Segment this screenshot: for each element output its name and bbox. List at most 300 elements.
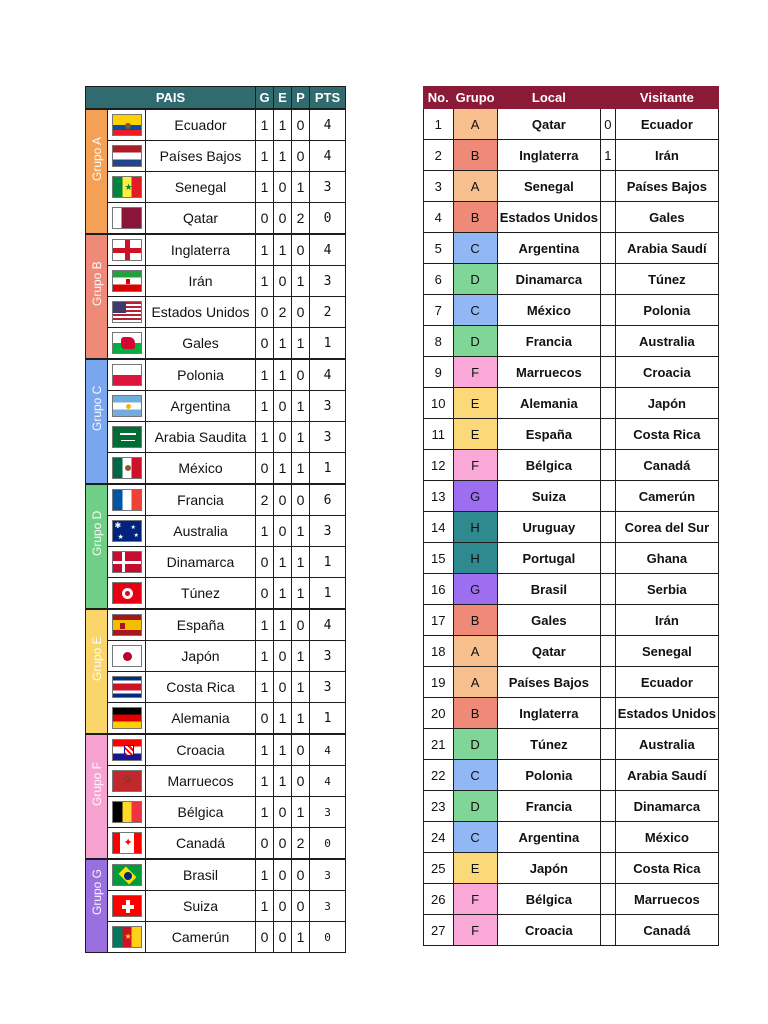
points: 0 (310, 203, 346, 235)
losses: 2 (292, 203, 310, 235)
team-name: Polonia (146, 359, 256, 391)
standings-row (86, 203, 346, 235)
draws: 0 (274, 484, 292, 516)
home-team: Túnez (497, 729, 600, 760)
standings-table (85, 86, 346, 953)
wins: 0 (256, 703, 274, 735)
standings-row (86, 484, 346, 516)
home-score (601, 357, 616, 388)
draws: 0 (274, 672, 292, 703)
home-team: Estados Unidos (497, 202, 600, 233)
losses: 0 (292, 234, 310, 266)
header-pts: PTS (310, 87, 346, 110)
away-team: Ecuador (615, 667, 718, 698)
flag-cell (108, 641, 146, 672)
group-label-cell (86, 234, 108, 359)
home-score (601, 171, 616, 202)
flag-cell (108, 422, 146, 453)
home-team: Francia (497, 791, 600, 822)
match-group: F (453, 915, 497, 946)
fixture-row (424, 326, 719, 357)
match-number: 2 (424, 140, 454, 171)
standings-row (86, 734, 346, 766)
fixtures-header-row (424, 87, 719, 109)
wins: 1 (256, 422, 274, 453)
standings-row (86, 422, 346, 453)
fixture-row (424, 574, 719, 605)
points: 3 (310, 859, 346, 891)
flag-cell (108, 328, 146, 360)
home-team: Senegal (497, 171, 600, 202)
wins: 0 (256, 922, 274, 953)
wins: 1 (256, 516, 274, 547)
fixture-row (424, 853, 719, 884)
match-group: D (453, 729, 497, 760)
home-team: Gales (497, 605, 600, 636)
standings-row (86, 766, 346, 797)
qatar-flag (112, 207, 142, 229)
home-team: Alemania (497, 388, 600, 419)
match-number: 19 (424, 667, 454, 698)
points: 4 (310, 109, 346, 141)
draws: 1 (274, 578, 292, 610)
iran-flag (112, 270, 142, 292)
group-label-cell (86, 609, 108, 734)
team-name: Croacia (146, 734, 256, 766)
match-number: 9 (424, 357, 454, 388)
draws: 0 (274, 828, 292, 860)
draws: 0 (274, 859, 292, 891)
fixture-row (424, 791, 719, 822)
fixture-row (424, 822, 719, 853)
team-name: Costa Rica (146, 672, 256, 703)
draws: 1 (274, 703, 292, 735)
flag-cell (108, 234, 146, 266)
draws: 2 (274, 297, 292, 328)
standings-row (86, 234, 346, 266)
standings-row (86, 703, 346, 735)
home-score (601, 667, 616, 698)
usa-flag (112, 301, 142, 323)
wins: 1 (256, 391, 274, 422)
wins: 1 (256, 734, 274, 766)
match-number: 14 (424, 512, 454, 543)
match-number: 17 (424, 605, 454, 636)
losses: 1 (292, 922, 310, 953)
points: 4 (310, 234, 346, 266)
group-label: Grupo F (89, 761, 104, 806)
draws: 1 (274, 547, 292, 578)
match-group: C (453, 760, 497, 791)
team-name: Gales (146, 328, 256, 360)
home-score (601, 450, 616, 481)
home-score (601, 822, 616, 853)
flag-cell (108, 922, 146, 953)
header-local: Local (497, 87, 600, 109)
match-group: C (453, 295, 497, 326)
standings-row (86, 297, 346, 328)
draws: 0 (274, 391, 292, 422)
flag-cell (108, 297, 146, 328)
wales-flag (112, 332, 142, 354)
standings-row (86, 891, 346, 922)
home-team: España (497, 419, 600, 450)
losses: 1 (292, 578, 310, 610)
losses: 1 (292, 703, 310, 735)
points: 4 (310, 766, 346, 797)
fixture-row (424, 698, 719, 729)
draws: 0 (274, 422, 292, 453)
home-score: 1 (601, 140, 616, 171)
away-team: Corea del Sur (615, 512, 718, 543)
losses: 1 (292, 172, 310, 203)
team-name: Marruecos (146, 766, 256, 797)
header-no: No. (424, 87, 454, 109)
header-g: G (256, 87, 274, 110)
fixture-row (424, 667, 719, 698)
standings-row (86, 922, 346, 953)
home-score (601, 636, 616, 667)
standings-header-row (86, 87, 346, 110)
brazil-flag (112, 864, 142, 886)
fixture-row (424, 450, 719, 481)
match-number: 4 (424, 202, 454, 233)
flag-cell (108, 547, 146, 578)
match-number: 1 (424, 109, 454, 140)
team-name: Australia (146, 516, 256, 547)
away-team: Países Bajos (615, 171, 718, 202)
match-group: F (453, 357, 497, 388)
match-number: 7 (424, 295, 454, 326)
header-score (601, 87, 616, 109)
away-team: Arabia Saudí (615, 233, 718, 264)
match-group: G (453, 574, 497, 605)
home-score (601, 915, 616, 946)
wins: 1 (256, 672, 274, 703)
team-name: Brasil (146, 859, 256, 891)
fixture-row (424, 915, 719, 946)
wins: 0 (256, 453, 274, 485)
points: 0 (310, 922, 346, 953)
flag-cell (108, 578, 146, 610)
away-team: Senegal (615, 636, 718, 667)
fixture-row (424, 419, 719, 450)
home-score (601, 574, 616, 605)
draws: 1 (274, 141, 292, 172)
home-score (601, 729, 616, 760)
away-team: Polonia (615, 295, 718, 326)
points: 4 (310, 359, 346, 391)
wins: 1 (256, 234, 274, 266)
home-team: Bélgica (497, 450, 600, 481)
team-name: Túnez (146, 578, 256, 610)
draws: 1 (274, 453, 292, 485)
draws: 1 (274, 734, 292, 766)
home-score (601, 512, 616, 543)
home-team: Dinamarca (497, 264, 600, 295)
wins: 1 (256, 141, 274, 172)
fixture-row (424, 109, 719, 140)
home-team: Croacia (497, 915, 600, 946)
flag-cell (108, 203, 146, 235)
match-group: B (453, 698, 497, 729)
team-name: Irán (146, 266, 256, 297)
croatia-flag (112, 739, 142, 761)
standings-row (86, 141, 346, 172)
home-score (601, 884, 616, 915)
away-team: Croacia (615, 357, 718, 388)
fixture-row (424, 884, 719, 915)
losses: 1 (292, 266, 310, 297)
team-name: Francia (146, 484, 256, 516)
match-number: 10 (424, 388, 454, 419)
standings-row (86, 328, 346, 360)
match-number: 8 (424, 326, 454, 357)
match-number: 11 (424, 419, 454, 450)
home-score (601, 791, 616, 822)
away-team: Canadá (615, 450, 718, 481)
home-team: Uruguay (497, 512, 600, 543)
mexico-flag (112, 457, 142, 479)
home-score (601, 326, 616, 357)
match-group: H (453, 543, 497, 574)
match-number: 18 (424, 636, 454, 667)
header-grupo: Grupo (453, 87, 497, 109)
home-team: Argentina (497, 822, 600, 853)
team-name: México (146, 453, 256, 485)
away-team: Arabia Saudí (615, 760, 718, 791)
fixture-row (424, 481, 719, 512)
wins: 1 (256, 109, 274, 141)
team-name: Arabia Saudita (146, 422, 256, 453)
away-team: Serbia (615, 574, 718, 605)
argentina-flag (112, 395, 142, 417)
flag-cell (108, 891, 146, 922)
team-name: Suiza (146, 891, 256, 922)
losses: 1 (292, 672, 310, 703)
home-score (601, 233, 616, 264)
flag-cell (108, 672, 146, 703)
team-name: Argentina (146, 391, 256, 422)
flag-cell (108, 609, 146, 641)
points: 3 (310, 422, 346, 453)
match-group: A (453, 636, 497, 667)
losses: 0 (292, 609, 310, 641)
points: 3 (310, 516, 346, 547)
group-label: Grupo D (89, 510, 104, 556)
fixture-row (424, 512, 719, 543)
away-team: Irán (615, 140, 718, 171)
fixture-row (424, 357, 719, 388)
germany-flag (112, 707, 142, 729)
home-score (601, 419, 616, 450)
points: 3 (310, 641, 346, 672)
costa-rica-flag (112, 676, 142, 698)
home-team: Qatar (497, 636, 600, 667)
standings-row (86, 609, 346, 641)
poland-flag (112, 364, 142, 386)
losses: 1 (292, 641, 310, 672)
home-score (601, 853, 616, 884)
draws: 0 (274, 516, 292, 547)
draws: 0 (274, 891, 292, 922)
wins: 0 (256, 203, 274, 235)
draws: 0 (274, 172, 292, 203)
match-number: 5 (424, 233, 454, 264)
away-team: Ghana (615, 543, 718, 574)
match-group: A (453, 667, 497, 698)
match-number: 21 (424, 729, 454, 760)
home-team: Inglaterra (497, 140, 600, 171)
fixtures-table (423, 86, 719, 946)
losses: 0 (292, 484, 310, 516)
wins: 1 (256, 641, 274, 672)
group-label-cell (86, 734, 108, 859)
flag-cell (108, 766, 146, 797)
standings-row (86, 359, 346, 391)
wins: 1 (256, 797, 274, 828)
match-group: D (453, 326, 497, 357)
away-team: Australia (615, 729, 718, 760)
team-name: Japón (146, 641, 256, 672)
match-group: F (453, 884, 497, 915)
match-group: C (453, 822, 497, 853)
fixture-row (424, 636, 719, 667)
draws: 1 (274, 109, 292, 141)
match-number: 25 (424, 853, 454, 884)
home-team: Suiza (497, 481, 600, 512)
group-label: Grupo A (89, 136, 104, 181)
losses: 1 (292, 391, 310, 422)
home-team: Japón (497, 853, 600, 884)
match-number: 15 (424, 543, 454, 574)
losses: 0 (292, 141, 310, 172)
home-score (601, 605, 616, 636)
wins: 0 (256, 328, 274, 360)
losses: 1 (292, 328, 310, 360)
home-score (601, 698, 616, 729)
draws: 0 (274, 641, 292, 672)
standings-row (86, 516, 346, 547)
standings-row (86, 672, 346, 703)
flag-cell (108, 703, 146, 735)
match-number: 20 (424, 698, 454, 729)
away-team: Camerún (615, 481, 718, 512)
home-team: Marruecos (497, 357, 600, 388)
points: 1 (310, 703, 346, 735)
home-score (601, 202, 616, 233)
away-team: Ecuador (615, 109, 718, 140)
home-team: Portugal (497, 543, 600, 574)
losses: 1 (292, 547, 310, 578)
away-team: Túnez (615, 264, 718, 295)
losses: 1 (292, 516, 310, 547)
standings-row (86, 266, 346, 297)
home-team: Inglaterra (497, 698, 600, 729)
fixture-row (424, 760, 719, 791)
belgium-flag (112, 801, 142, 823)
tunisia-flag (112, 582, 142, 604)
losses: 0 (292, 766, 310, 797)
group-label: Grupo G (89, 868, 104, 915)
group-label-cell (86, 359, 108, 484)
flag-cell (108, 172, 146, 203)
match-number: 6 (424, 264, 454, 295)
away-team: Estados Unidos (615, 698, 718, 729)
switzerland-flag (112, 895, 142, 917)
draws: 1 (274, 328, 292, 360)
points: 6 (310, 484, 346, 516)
match-group: B (453, 140, 497, 171)
standings-row (86, 578, 346, 610)
points: 1 (310, 578, 346, 610)
england-flag (112, 239, 142, 261)
match-number: 16 (424, 574, 454, 605)
fixture-row (424, 388, 719, 419)
wins: 2 (256, 484, 274, 516)
standings-row (86, 859, 346, 891)
team-name: Bélgica (146, 797, 256, 828)
home-score (601, 543, 616, 574)
standings-row (86, 109, 346, 141)
match-group: E (453, 388, 497, 419)
header-e: E (274, 87, 292, 110)
draws: 0 (274, 266, 292, 297)
group-label-cell (86, 109, 108, 234)
flag-cell (108, 359, 146, 391)
losses: 2 (292, 828, 310, 860)
points: 4 (310, 734, 346, 766)
team-name: España (146, 609, 256, 641)
canada-flag: ✦ (112, 832, 142, 854)
points: 4 (310, 609, 346, 641)
flag-cell (108, 734, 146, 766)
senegal-flag: ★ (112, 176, 142, 198)
away-team: Canadá (615, 915, 718, 946)
away-team: Gales (615, 202, 718, 233)
fixture-row (424, 543, 719, 574)
home-team: Qatar (497, 109, 600, 140)
home-score: 0 (601, 109, 616, 140)
wins: 0 (256, 578, 274, 610)
saudi-arabia-flag (112, 426, 142, 448)
flag-cell (108, 266, 146, 297)
team-name: Alemania (146, 703, 256, 735)
standings-row (86, 391, 346, 422)
wins: 0 (256, 547, 274, 578)
match-group: E (453, 853, 497, 884)
fixture-row (424, 233, 719, 264)
match-group: B (453, 202, 497, 233)
header-p: P (292, 87, 310, 110)
match-number: 22 (424, 760, 454, 791)
match-group: F (453, 450, 497, 481)
losses: 0 (292, 734, 310, 766)
standings-row (86, 547, 346, 578)
points: 3 (310, 797, 346, 828)
match-number: 12 (424, 450, 454, 481)
match-number: 13 (424, 481, 454, 512)
points: 1 (310, 547, 346, 578)
away-team: Marruecos (615, 884, 718, 915)
home-team: México (497, 295, 600, 326)
match-group: E (453, 419, 497, 450)
wins: 1 (256, 609, 274, 641)
ecuador-flag (112, 114, 142, 136)
group-label-cell (86, 859, 108, 953)
away-team: Dinamarca (615, 791, 718, 822)
draws: 1 (274, 609, 292, 641)
